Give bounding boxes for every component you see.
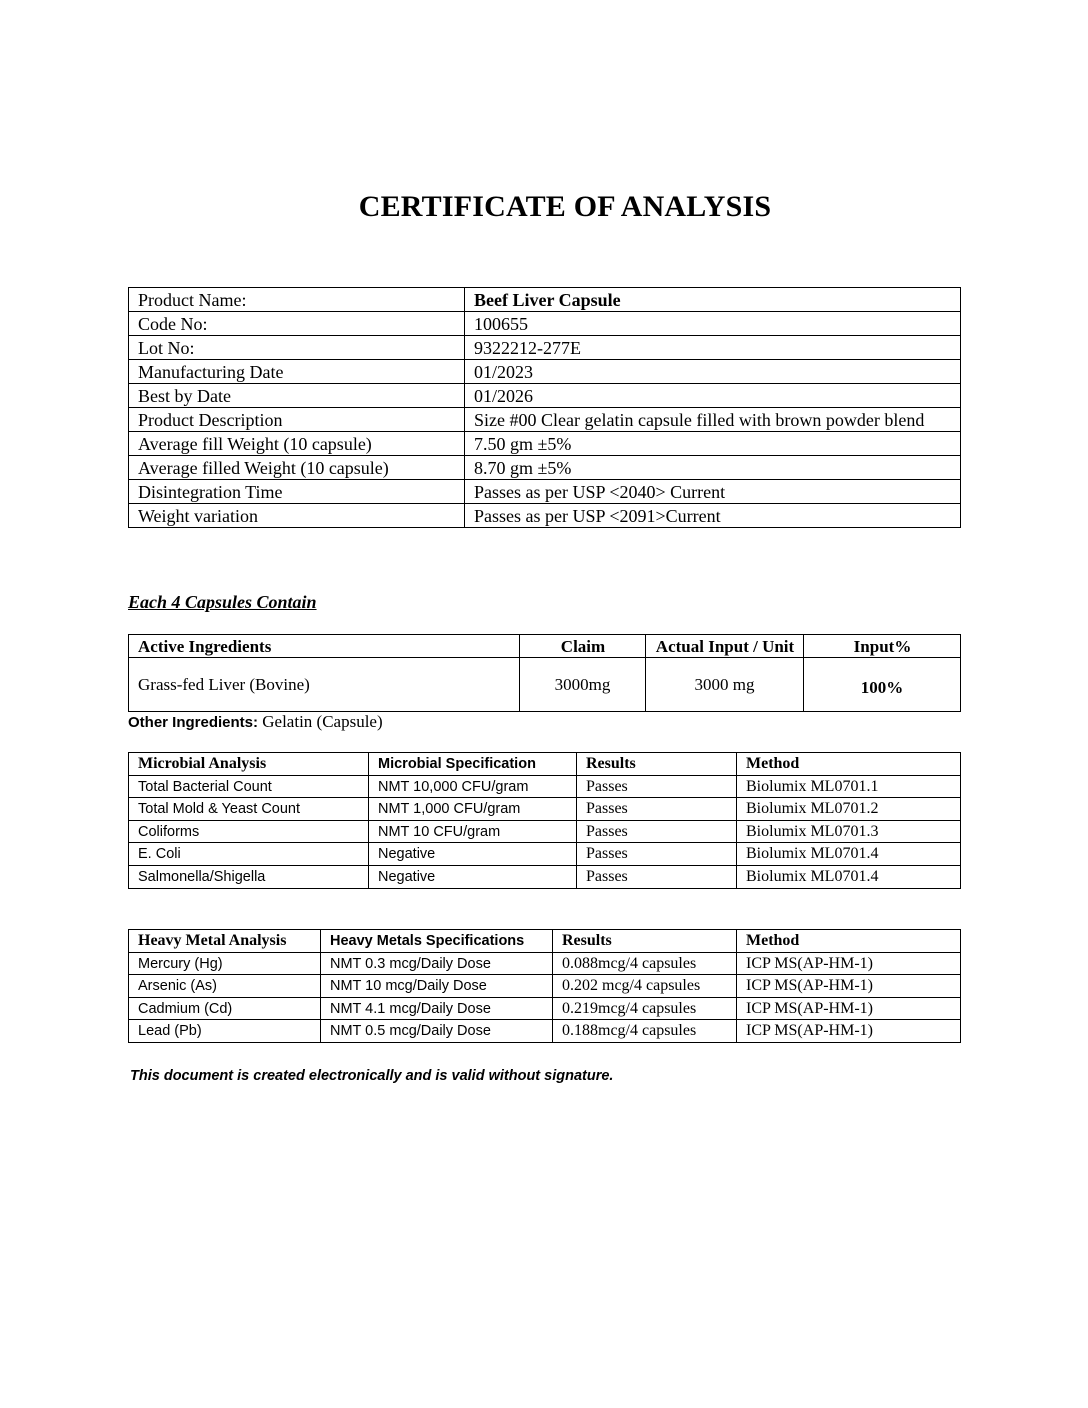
capsules-heading: Each 4 Capsules Contain: [128, 592, 317, 612]
table-row: [129, 408, 961, 432]
table-row: [129, 336, 961, 360]
specification: Negative: [369, 843, 577, 866]
table-header-row: [129, 635, 961, 658]
specification: NMT 10,000 CFU/gram: [369, 775, 577, 798]
field-value: 9322212-277E: [465, 336, 961, 360]
analysis-name: E. Coli: [129, 843, 369, 866]
table-row: [129, 360, 961, 384]
field-value: 100655: [465, 312, 961, 336]
product-info-table: [128, 287, 961, 528]
column-header: Heavy Metal Analysis: [129, 930, 321, 953]
analysis-name: Total Mold & Yeast Count: [129, 798, 369, 821]
table-row: [129, 775, 961, 798]
method: ICP MS(AP-HM-1): [737, 952, 961, 975]
table-header-row: [129, 753, 961, 776]
column-header: Method: [737, 753, 961, 776]
method: Biolumix ML0701.3: [737, 820, 961, 843]
specification: Negative: [369, 865, 577, 888]
other-ingredients: [128, 712, 383, 732]
column-header: Results: [577, 753, 737, 776]
claim-value: 3000mg: [520, 658, 646, 712]
field-value: 01/2023: [465, 360, 961, 384]
table-row: [129, 952, 961, 975]
table-row: [129, 1020, 961, 1043]
table-header-row: [129, 930, 961, 953]
field-label: Code No:: [129, 312, 465, 336]
document-title: CERTIFICATE OF ANALYSIS: [358, 190, 772, 223]
metal-name: Arsenic (As): [129, 975, 321, 998]
column-header: Microbial Specification: [369, 753, 577, 776]
specification: NMT 10 mcg/Daily Dose: [321, 975, 553, 998]
other-ingredients-value: Gelatin (Capsule): [262, 712, 383, 731]
actual-input-value: 3000 mg: [646, 658, 804, 712]
method: ICP MS(AP-HM-1): [737, 975, 961, 998]
method: Biolumix ML0701.4: [737, 843, 961, 866]
other-ingredients-label: Other Ingredients:: [128, 714, 259, 731]
table-row: [129, 843, 961, 866]
result: Passes: [577, 775, 737, 798]
metal-name: Cadmium (Cd): [129, 997, 321, 1020]
field-label: Average filled Weight (10 capsule): [129, 456, 465, 480]
table-row: [129, 480, 961, 504]
field-value: 01/2026: [465, 384, 961, 408]
table-row: [129, 865, 961, 888]
table-row: [129, 384, 961, 408]
table-row: [129, 798, 961, 821]
column-header: Microbial Analysis: [129, 753, 369, 776]
ingredient-name: Grass-fed Liver (Bovine): [129, 658, 520, 712]
heavy-metal-analysis-table: [128, 929, 961, 1043]
table-row: [129, 312, 961, 336]
specification: NMT 0.3 mcg/Daily Dose: [321, 952, 553, 975]
metal-name: Mercury (Hg): [129, 952, 321, 975]
result: Passes: [577, 798, 737, 821]
result: 0.219mcg/4 capsules: [553, 997, 737, 1020]
input-percent-value: 100%: [804, 658, 961, 712]
method: Biolumix ML0701.2: [737, 798, 961, 821]
field-label: Product Description: [129, 408, 465, 432]
result: Passes: [577, 865, 737, 888]
field-value: Beef Liver Capsule: [465, 288, 961, 312]
method: ICP MS(AP-HM-1): [737, 1020, 961, 1043]
metal-name: Lead (Pb): [129, 1020, 321, 1043]
table-row: [129, 432, 961, 456]
specification: NMT 4.1 mcg/Daily Dose: [321, 997, 553, 1020]
validity-footnote: This document is created electronically and is valid without signature.: [130, 1068, 614, 1084]
method: ICP MS(AP-HM-1): [737, 997, 961, 1020]
column-header: Claim: [520, 635, 646, 658]
field-value: Passes as per USP <2091>Current: [465, 504, 961, 528]
column-header: Results: [553, 930, 737, 953]
field-label: Best by Date: [129, 384, 465, 408]
column-header: Method: [737, 930, 961, 953]
field-value: 7.50 gm ±5%: [465, 432, 961, 456]
field-label: Disintegration Time: [129, 480, 465, 504]
specification: NMT 1,000 CFU/gram: [369, 798, 577, 821]
field-label: Lot No:: [129, 336, 465, 360]
result: 0.188mcg/4 capsules: [553, 1020, 737, 1043]
field-label: Manufacturing Date: [129, 360, 465, 384]
result: Passes: [577, 820, 737, 843]
method: Biolumix ML0701.1: [737, 775, 961, 798]
field-value: 8.70 gm ±5%: [465, 456, 961, 480]
table-row: [129, 997, 961, 1020]
table-row: [129, 456, 961, 480]
analysis-name: Coliforms: [129, 820, 369, 843]
result: Passes: [577, 843, 737, 866]
table-row: [129, 504, 961, 528]
result: 0.088mcg/4 capsules: [553, 952, 737, 975]
column-header: Heavy Metals Specifications: [321, 930, 553, 953]
field-value: Passes as per USP <2040> Current: [465, 480, 961, 504]
field-label: Average fill Weight (10 capsule): [129, 432, 465, 456]
table-row: [129, 658, 961, 712]
result: 0.202 mcg/4 capsules: [553, 975, 737, 998]
analysis-name: Total Bacterial Count: [129, 775, 369, 798]
table-row: [129, 288, 961, 312]
analysis-name: Salmonella/Shigella: [129, 865, 369, 888]
column-header: Input%: [804, 635, 961, 658]
method: Biolumix ML0701.4: [737, 865, 961, 888]
microbial-analysis-table: [128, 752, 961, 889]
column-header: Active Ingredients: [129, 635, 520, 658]
specification: NMT 10 CFU/gram: [369, 820, 577, 843]
field-label: Product Name:: [129, 288, 465, 312]
column-header: Actual Input / Unit: [646, 635, 804, 658]
active-ingredients-table: [128, 634, 961, 712]
specification: NMT 0.5 mcg/Daily Dose: [321, 1020, 553, 1043]
table-row: [129, 975, 961, 998]
field-value: Size #00 Clear gelatin capsule filled with brown powder blend: [465, 408, 961, 432]
field-label: Weight variation: [129, 504, 465, 528]
table-row: [129, 820, 961, 843]
